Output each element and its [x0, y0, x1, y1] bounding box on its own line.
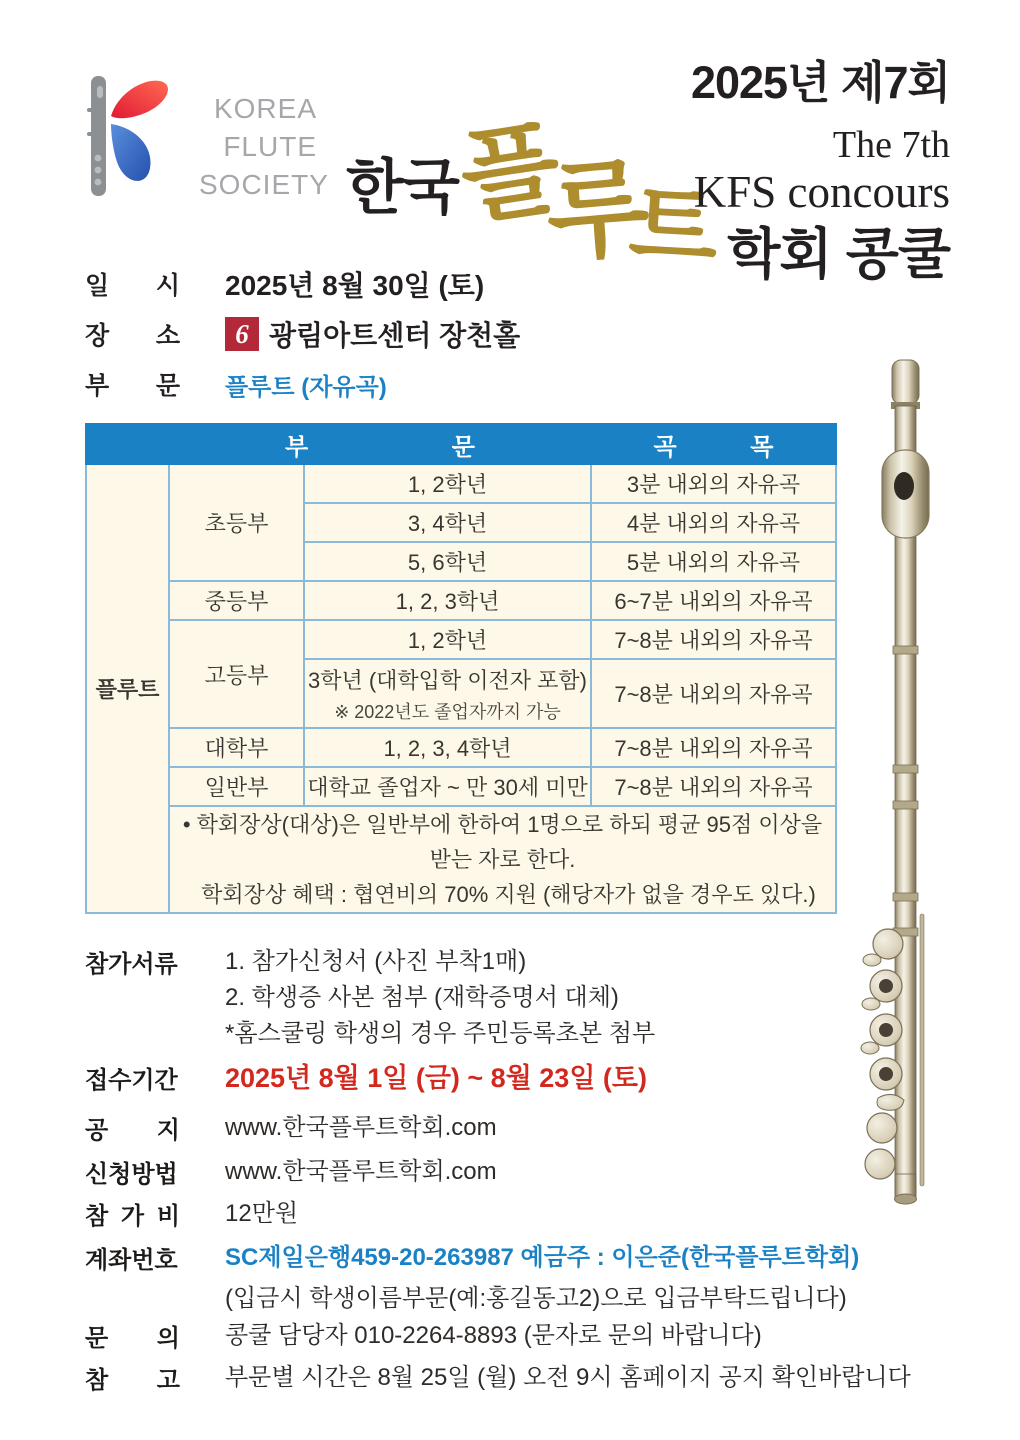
fee-label: 참 가 비 — [85, 1203, 180, 1230]
table-row — [86, 620, 836, 659]
documents-lines — [225, 944, 655, 1052]
footer-row-contact — [85, 1318, 762, 1354]
title-calligraphy-flute — [450, 40, 720, 290]
grade-cell: 5, 6학년 — [304, 542, 591, 581]
piece-cell: 7~8분 내외의 자유곡 — [591, 767, 836, 806]
piece-cell: 4분 내외의 자유곡 — [591, 503, 836, 542]
grade-cell: 1, 2, 3, 4학년 — [304, 728, 591, 767]
brand-line-3: SOCIETY — [199, 169, 329, 200]
account-label: 계좌번호 — [85, 1247, 178, 1274]
detail-row-venue — [85, 314, 520, 354]
table-row — [86, 464, 836, 503]
title-right-block — [691, 58, 950, 284]
piece-cell: 7~8분 내외의 자유곡 — [591, 620, 836, 659]
kwanglim-logo-icon: 6 — [225, 317, 259, 351]
footer-row-account — [85, 1240, 859, 1276]
venue-label: 장 소 — [85, 322, 180, 350]
header-division: 부 문 — [169, 424, 591, 464]
title-subtitle-en-1: The 7th — [832, 124, 950, 166]
documents-line-1: 1. 참가신청서 (사진 부착1매) — [225, 948, 527, 975]
notice-value: www.한국플루트학회.com — [225, 1114, 497, 1141]
table-row — [86, 581, 836, 620]
group-high: 고등부 — [169, 620, 304, 728]
table-row — [86, 767, 836, 806]
piece-cell: 6~7분 내외의 자유곡 — [591, 581, 836, 620]
group-elementary: 초등부 — [169, 464, 304, 581]
group-general: 일반부 — [169, 767, 304, 806]
contact-label: 문 의 — [85, 1325, 180, 1352]
venue-value — [225, 314, 520, 354]
grade-cell: 1, 2, 3학년 — [304, 581, 591, 620]
piece-cell: 7~8분 내외의 자유곡 — [591, 728, 836, 767]
category-value: 플루트 (자유곡) — [225, 373, 387, 401]
documents-line-2: 2. 학생증 사본 첨부 (재학증명서 대체) — [225, 984, 619, 1011]
documents-line-3: *홈스쿨링 학생의 경우 주민등록초본 첨부 — [225, 1020, 656, 1047]
account-value: SC제일은행459-20-263987 예금주 : 이은준(한국플루트학회) — [225, 1244, 860, 1271]
notice-label: 공 지 — [85, 1117, 180, 1144]
footer-row-notice — [85, 1110, 497, 1146]
grade-cell: 대학교 졸업자 ~ 만 30세 미만 — [304, 767, 591, 806]
table-header-row — [86, 424, 836, 464]
footer-row-apply — [85, 1154, 497, 1190]
apply-value: www.한국플루트학회.com — [225, 1158, 497, 1185]
piece-cell: 3분 내외의 자유곡 — [591, 464, 836, 503]
title-subtitle-en-2: KFS concours — [693, 167, 950, 217]
apply-label: 신청방법 — [85, 1161, 178, 1188]
table-row — [86, 728, 836, 767]
date-label: 일 시 — [85, 272, 180, 300]
grade-cell: 1, 2학년 — [304, 464, 591, 503]
award-note-line-1: • 학회장상(대상)은 일반부에 한하여 1명으로 하되 평균 95점 이상을 받는 자로 한다. — [182, 812, 823, 872]
title-korean-prefix: 한국 — [346, 154, 458, 221]
contact-value: 콩쿨 담당자 010-2264-8893 (문자로 문의 바랍니다) — [225, 1322, 762, 1349]
header-instrument-cell — [86, 424, 169, 464]
piece-cell: 5분 내외의 자유곡 — [591, 542, 836, 581]
grade-cell — [304, 659, 591, 728]
group-middle: 중등부 — [169, 581, 304, 620]
korea-flute-society-logo — [73, 72, 329, 204]
table-note-row — [86, 806, 836, 913]
group-university: 대학부 — [169, 728, 304, 767]
flute-photo — [838, 356, 972, 1212]
brand-line-2: FLUTE — [223, 131, 317, 162]
flute-k-logo-icon — [73, 72, 183, 204]
detail-row-date — [85, 264, 484, 304]
category-label: 부 문 — [85, 372, 180, 400]
instrument-cell: 플루트 — [86, 464, 169, 913]
calligraphy-char-1: 플 — [453, 111, 568, 238]
footer-row-fee — [85, 1196, 298, 1232]
brand-line-1: KOREA — [213, 93, 317, 124]
account-value-line-2: (입금시 학생이름부문(예:홍길동고2)으로 입금부탁드립니다) — [225, 1285, 847, 1312]
footer-row-period — [85, 1060, 647, 1096]
grade-cell: 1, 2학년 — [304, 620, 591, 659]
award-note-cell — [169, 806, 836, 913]
title-edition: 2025년 제7회 — [690, 57, 950, 108]
competition-table — [85, 423, 837, 914]
header-piece: 곡 목 — [591, 424, 836, 464]
brand-wordmark — [199, 90, 329, 204]
footer-row-documents — [85, 944, 655, 1052]
documents-label: 참가서류 — [85, 951, 178, 978]
period-value: 2025년 8월 1일 (금) ~ 8월 23일 (토) — [225, 1063, 647, 1093]
grade-cell: 3, 4학년 — [304, 503, 591, 542]
fee-value: 12만원 — [225, 1200, 299, 1227]
title-event-name: 학회 콩쿨 — [727, 223, 950, 285]
piece-cell: 7~8분 내외의 자유곡 — [591, 659, 836, 728]
period-label: 접수기간 — [85, 1067, 178, 1094]
award-note-line-2: 학회장상 혜택 : 협연비의 70% 지원 (해당자가 없을 경우도 있다.) — [201, 882, 816, 907]
calligraphy-char-2: 루 — [542, 149, 654, 274]
reference-value: 부문별 시간은 8월 25일 (월) 오전 9시 홈페이지 공지 확인바랍니다 — [225, 1364, 911, 1391]
grade-note: ※ 2022년도 졸업자까지 가능 — [334, 701, 561, 722]
venue-text: 광림아트센터 장천홀 — [269, 320, 521, 351]
grade-main: 3학년 (대학입학 이전자 포함) — [308, 667, 587, 693]
date-value: 2025년 8월 30일 (토) — [225, 270, 485, 301]
detail-row-category — [85, 366, 387, 402]
footer-row-reference — [85, 1360, 911, 1396]
calligraphy-char-3: 트 — [625, 174, 722, 282]
reference-label: 참 고 — [85, 1367, 180, 1394]
